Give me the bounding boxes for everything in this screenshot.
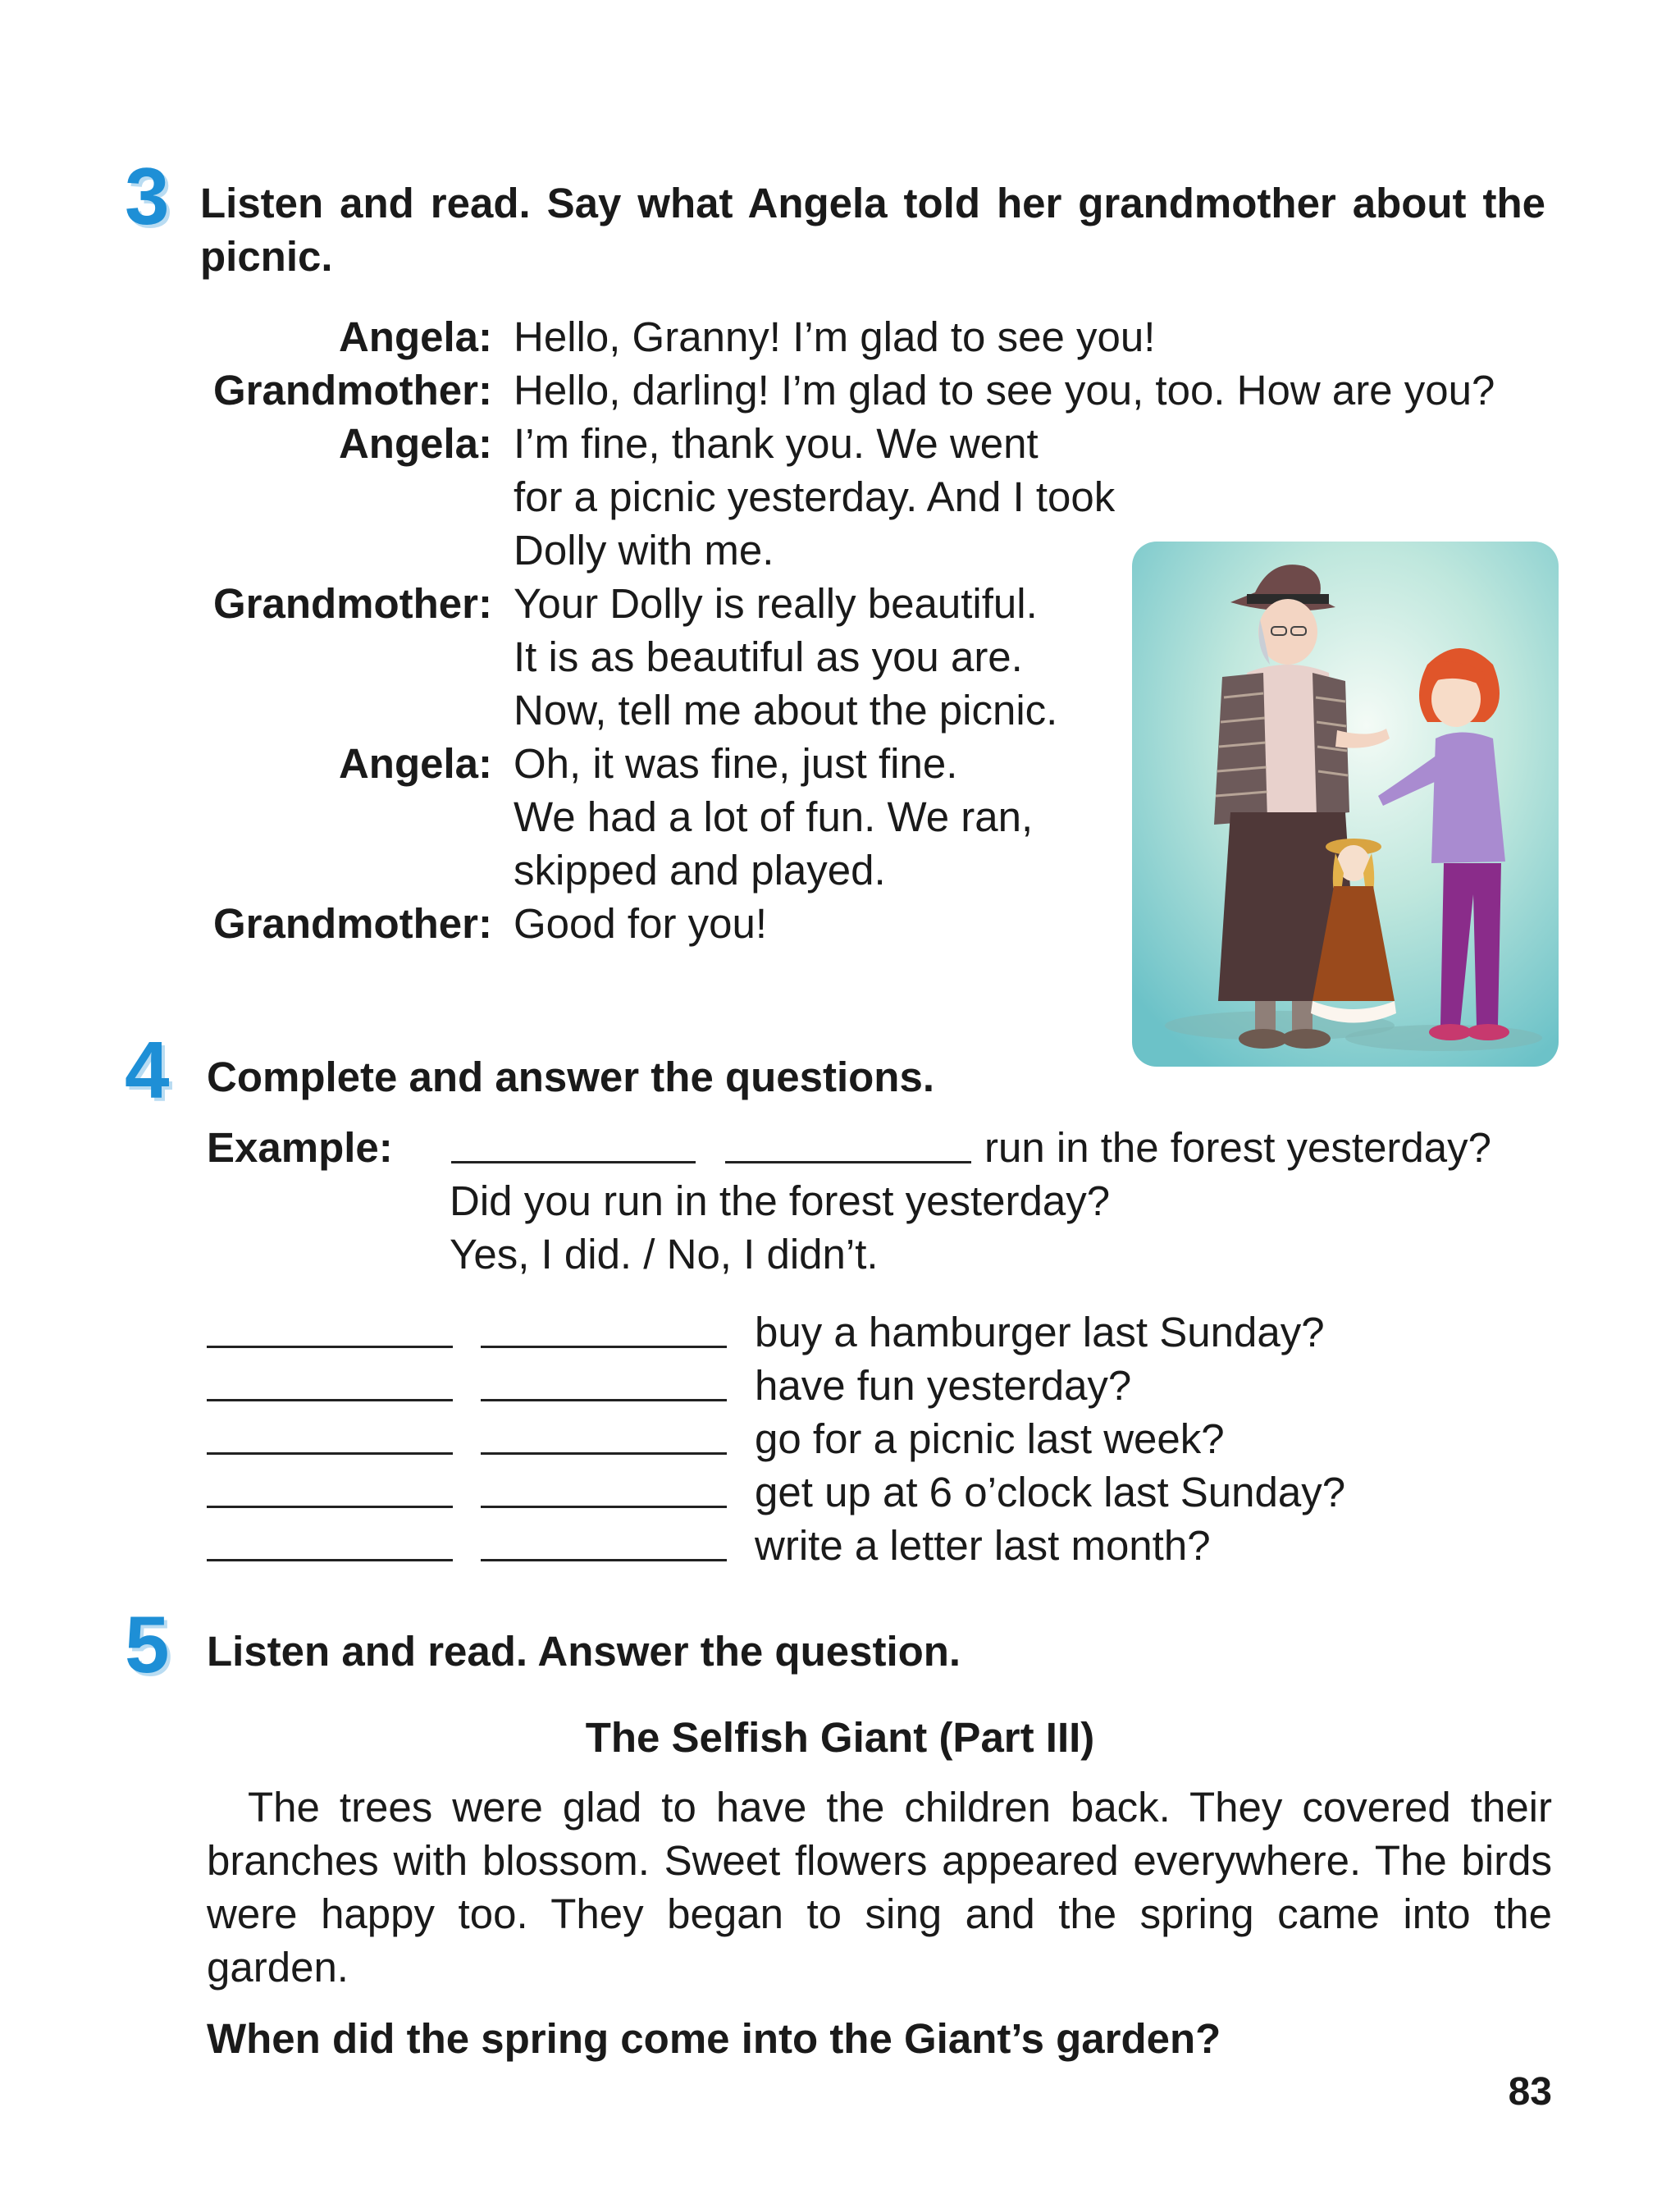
dialogue-line: [0, 470, 1680, 523]
question-text: have fun yesterday?: [755, 1362, 1132, 1409]
speech-text: We had a lot of fun. We ran,: [514, 793, 1034, 840]
speaker-name: Angela:: [338, 313, 492, 360]
example-answer: Yes, I did. / No, I didn’t.: [450, 1231, 879, 1278]
example-blank-1: [451, 1161, 696, 1163]
page-number: 83: [1508, 2070, 1552, 2114]
speaker-name: Grandmother:: [212, 367, 492, 414]
answer-blank[interactable]: [481, 1346, 727, 1348]
answer-blank[interactable]: [207, 1346, 453, 1348]
question-text: write a letter last month?: [755, 1522, 1211, 1569]
answer-blank[interactable]: [481, 1559, 727, 1561]
speech-text: skipped and played.: [514, 847, 886, 894]
exercise-5-instruction: Listen and read. Answer the question.: [207, 1628, 961, 1675]
example-label: Example:: [207, 1124, 393, 1171]
speech-text: for a picnic yesterday. And I took: [514, 473, 1116, 520]
example-question: Did you run in the forest yesterday?: [450, 1177, 1111, 1224]
exercise-4-instruction: Complete and answer the questions.: [207, 1054, 934, 1100]
answer-blank[interactable]: [481, 1452, 727, 1455]
speaker-name: Angela:: [338, 740, 492, 787]
speaker-name: Grandmother:: [212, 900, 492, 947]
speech-text: It is as beautiful as you are.: [514, 633, 1023, 680]
speech-text: Oh, it was fine, just fine.: [514, 740, 958, 787]
story-text: The trees were glad to have the children back. They covered their branches with blossom. Sweet flowers appeared everywhere. The birds were happy too. They began to sing and the spring came into the garden.: [207, 1784, 1552, 1991]
speech-text: Hello, Granny! I’m glad to see you!: [514, 313, 1156, 360]
dialogue-line: [0, 417, 1680, 470]
story-question: When did the spring come into the Giant’s garden?: [207, 2015, 1221, 2062]
question-text: buy a hamburger last Sunday?: [755, 1309, 1325, 1355]
example-prompt: run in the forest yesterday?: [984, 1124, 1492, 1171]
speech-text: Good for you!: [514, 900, 768, 947]
exercise-3-number: 3: [125, 151, 170, 241]
speech-text: Hello, darling! I’m glad to see you, too. How are you?: [514, 367, 1495, 414]
speaker-name: Grandmother:: [212, 580, 492, 627]
answer-blank[interactable]: [207, 1559, 453, 1561]
exercise-3-instruction: Listen and read. Say what Angela told her grandmother about the picnic.: [200, 180, 1545, 280]
speech-text: Dolly with me.: [514, 527, 774, 574]
answer-blank[interactable]: [207, 1452, 453, 1455]
exercise-4-number: 4: [125, 1025, 170, 1115]
dialogue-line: [0, 310, 1680, 363]
question-text: go for a picnic last week?: [755, 1415, 1225, 1462]
answer-blank[interactable]: [481, 1506, 727, 1508]
speech-text: Now, tell me about the picnic.: [514, 687, 1058, 734]
story-title: The Selfish Giant (Part III): [585, 1714, 1095, 1761]
speech-text: Your Dolly is really beautiful.: [514, 580, 1038, 627]
answer-blank[interactable]: [207, 1399, 453, 1401]
dialogue-line: [0, 363, 1680, 417]
example-blank-2: [725, 1161, 971, 1163]
answer-blank[interactable]: [481, 1399, 727, 1401]
grandmother-girl-doll-illustration: [1132, 542, 1559, 1067]
question-text: get up at 6 o’clock last Sunday?: [755, 1469, 1346, 1515]
exercise-5-number: 5: [125, 1599, 170, 1689]
speaker-name: Angela:: [338, 420, 492, 467]
speech-text: I’m fine, thank you. We went: [514, 420, 1039, 467]
answer-blank[interactable]: [207, 1506, 453, 1508]
